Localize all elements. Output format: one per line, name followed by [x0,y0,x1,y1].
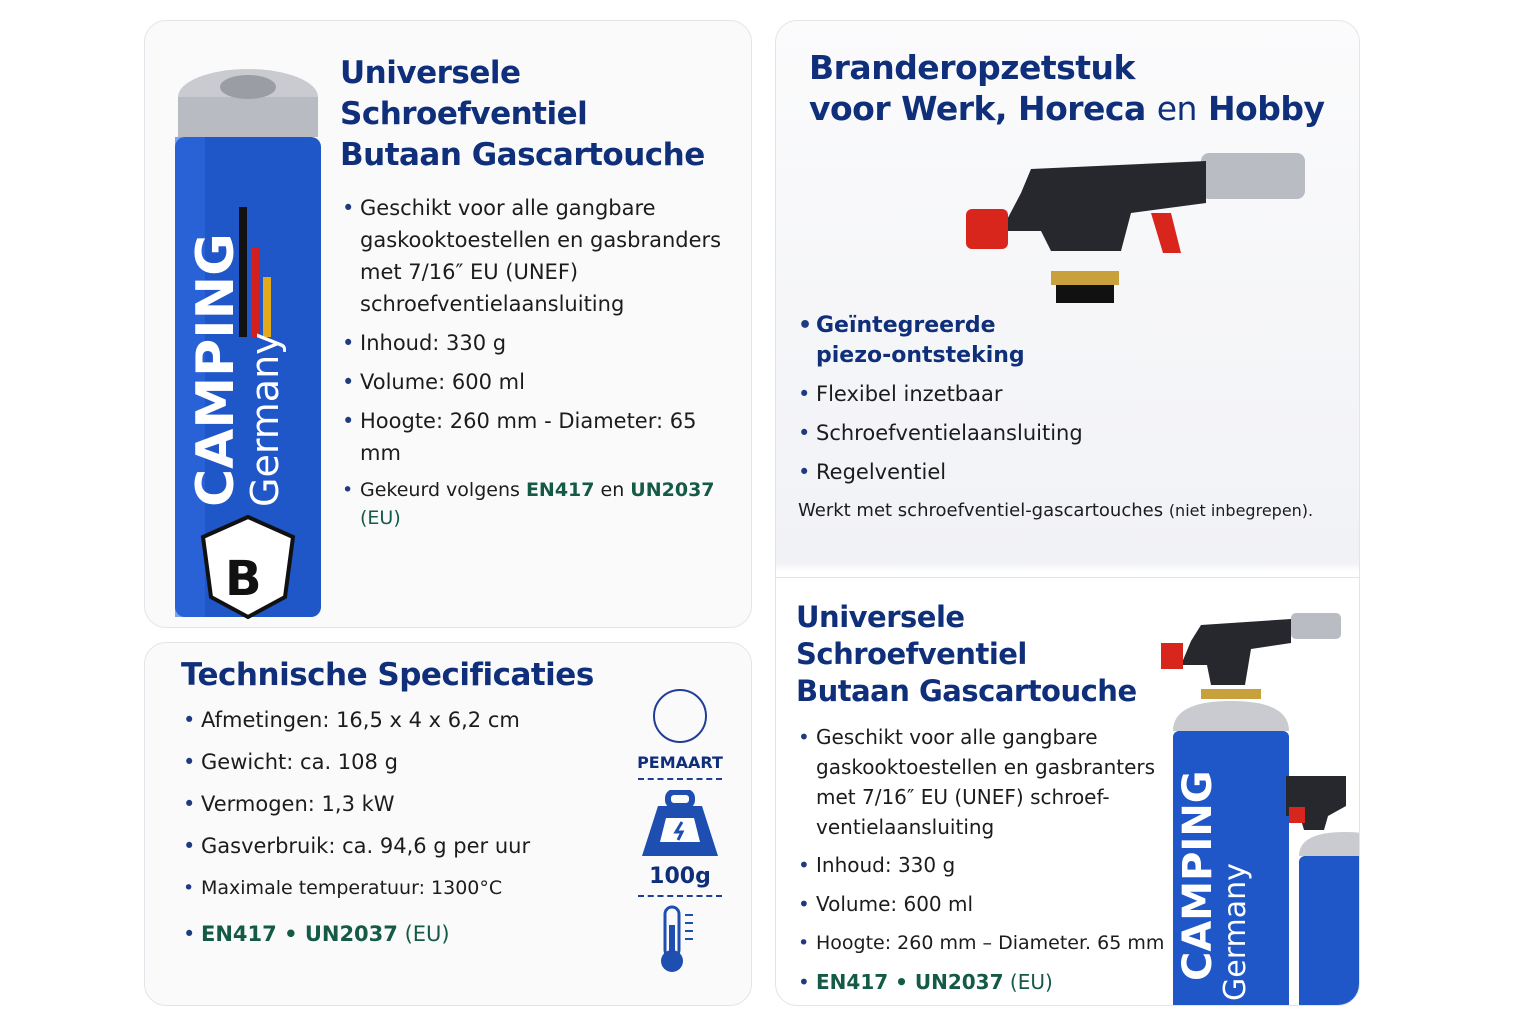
title-line: Universele Schroefventiel [340,55,588,132]
cert-suffix: (EU) [1003,970,1053,994]
certification-item [796,966,1166,998]
standard-un2037: UN2037 [304,922,398,946]
specs-title: Technische Specificaties [181,657,594,693]
torch-note [796,500,1336,521]
cert-mid: en [594,479,631,501]
thermometer-icon [655,905,705,975]
cert-suffix: (EU) [397,922,450,946]
list-item: • Hoogte: 260 mm - Diameter: 65 mm [340,405,740,469]
spec-item: • Maximale temperatuur: 1300°C [181,872,621,904]
brand-label: PEMAART [637,753,723,772]
list-item: • Inhoud: 330 g [796,849,1166,881]
feature-highlight: • Geïntegreerde piezo-ontsteking [796,311,1036,371]
can-mark: B [225,551,262,607]
circle-icon [653,689,707,743]
weight-icon [640,790,720,860]
feature-item: • Flexibel inzetbaar [796,378,1336,410]
divider [776,577,1360,578]
list-item: • Geschikt voor alle gangbare gaskooktoestellen en gasbranders met 7/16″ EU (UNEF) schroefventielaansluiting [340,192,740,320]
torch-panel [775,20,1360,1006]
list-item: • Hoogte: 260 mm – Diameter. 65 mm [796,927,1166,959]
standard-en417: EN417 [816,970,889,994]
note-text: (niet inbegrepen). [1168,501,1314,520]
torch-image [961,141,1326,321]
standard-un2037: UN2037 [914,970,1004,994]
spec-item: • Gewicht: ca. 108 g [181,746,621,778]
torch-and-cartridge-image [1161,601,1360,1006]
standard-en417: EN417 [525,479,595,501]
spec-item: • Vermogen: 1,3 kW [181,788,621,820]
can-sub-text: Germany [243,332,287,507]
gas-cartridge-image [163,57,333,628]
title-line: Butaan Gascartouche [340,137,705,173]
title-line: Butaan Gascartouche [796,674,1137,708]
separator: • [276,922,305,946]
note-text: Werkt met schroefventiel-gascartouches [798,500,1169,521]
title-line: Universele Schroefventiel [796,600,1027,671]
torch-title [809,47,1325,129]
title-part: Hobby [1196,89,1325,128]
list-item: • Volume: 600 ml [340,366,740,398]
weight-value: 100g [649,864,711,889]
spec-item: • Afmetingen: 16,5 x 4 x 6,2 cm [181,704,621,736]
spec-item: • Gasverbruik: ca. 94,6 g per uur [181,830,621,862]
cert-prefix: Gekeurd volgens [360,479,526,501]
title-line: Branderopzetstuk [809,48,1135,87]
list-item: • Volume: 600 ml [796,888,1166,920]
standard-un2037: UN2037 [630,479,715,501]
feature-item: • Schroefventielaansluiting [796,417,1336,449]
standard-en417: EN417 [201,922,277,946]
gas-cartridge-panel [144,20,752,628]
divider [638,778,722,780]
feature-item: • Regelventiel [796,456,1336,488]
cert-suffix: (EU) [360,507,401,529]
list-item: • Inhoud: 330 g [340,327,740,359]
panel-title [340,53,740,176]
specs-panel [144,642,752,1006]
certification-item [340,476,740,532]
can-brand-text: CAMPING [1175,770,1221,981]
combo-title [796,599,1166,710]
title-part: en [1156,89,1197,128]
divider [638,895,722,897]
can-brand-text: CAMPING [186,233,246,507]
title-part: voor Werk, Horeca [809,89,1157,128]
can-sub-text: Germany [1218,863,1253,1001]
certification-item [181,918,621,950]
list-item: • Geschikt voor alle gangbare gaskooktoestellen en gasbranters met 7/16″ EU (UNEF) schroef-ventielaansluiting [796,722,1166,842]
separator: • [888,970,915,994]
